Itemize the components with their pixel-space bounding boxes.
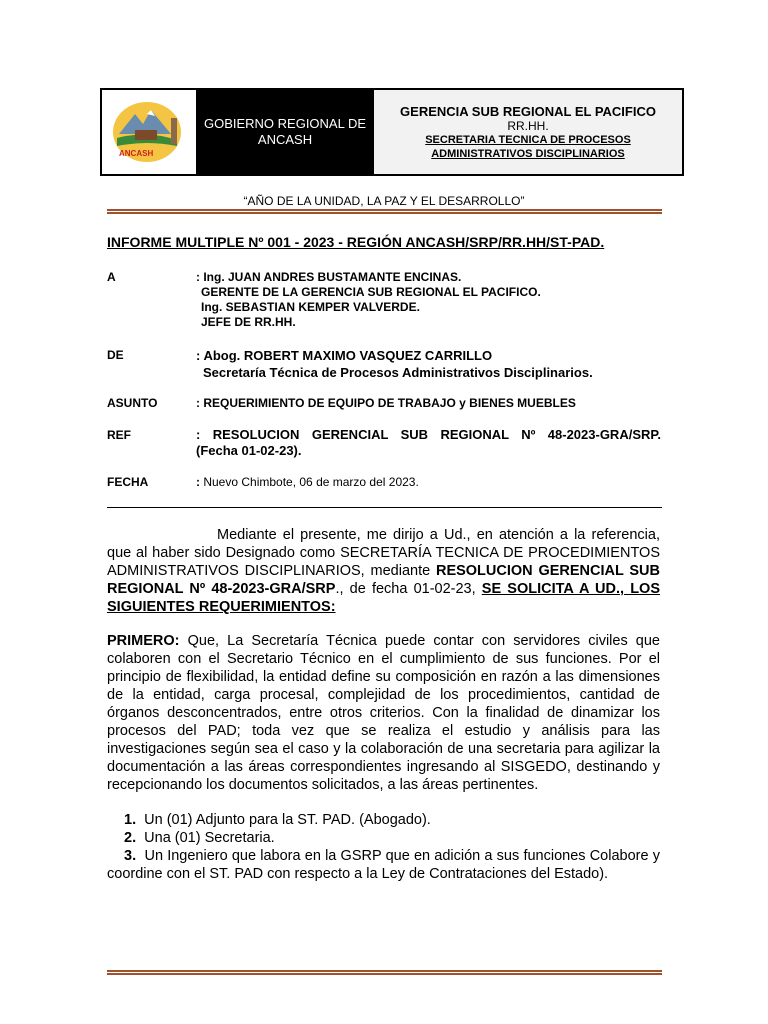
de-line1: : Abog. ROBERT MAXIMO VASQUEZ CARRILLO [196,348,493,363]
bottom-divider [107,970,662,975]
gov-name: GOBIERNO REGIONAL DE ANCASH [203,116,367,147]
intro-request: SE SOLICITA A UD., LOS SIGUIENTES REQUERIMIENTOS: [107,581,661,615]
intro-resolution: RESOLUCION GERENCIAL SUB REGIONAL Nº 48-2023-GRA/SRP [107,563,660,597]
secretaria-line1: SECRETARIA TECNICA DE PROCESOS [425,133,631,146]
a-line2: GERENTE DE LA GERENCIA SUB REGIONAL EL PACIFICO. [201,285,541,299]
intro-paragraph [107,526,660,616]
list-num: 1. [124,812,137,828]
document-title: INFORME MULTIPLE Nº 001 - 2023 - REGIÓN ANCASH/SRP/RR.HH/ST-PAD. [107,234,605,250]
de-sender [196,347,593,381]
ref-label: REF [107,428,131,442]
list-num: 3. [124,848,137,864]
list-num: 2. [124,830,137,846]
gerencia-title: GERENCIA SUB REGIONAL EL PACIFICO [400,103,656,119]
fecha-label: FECHA [107,475,149,489]
primero-label: PRIMERO: [107,633,180,649]
intro-text2: ., de fecha 01-02-23, [335,581,482,597]
logo-cell [102,90,196,174]
intro-text1: Mediante el presente, me dirijo a Ud., en atención a la referencia, que al haber sido Designado como SECRETARÍA TECNICA DE PROCEDIMIENTOS ADMINISTRATIVOS DISCIPLINARIOS, mediante [107,527,660,579]
meta-separator [107,507,662,508]
de-label: DE [107,348,124,362]
asunto-value: : REQUERIMIENTO DE EQUIPO DE TRABAJO y BIENES MUEBLES [196,396,576,410]
list-text: Un (01) Adjunto para la ST. PAD. (Abogado). [144,812,431,828]
a-line3: Ing. SEBASTIAN KEMPER VALVERDE. [201,300,420,314]
primero-text: Que, La Secretaría Técnica puede contar con servidores civiles que colaboren con el Secretario Técnico en el cumplimiento de sus funciones. Por el principio de flexibilidad, la entidad define su composición en razón a las dimensiones de la entidad, carga procesal, complejidad de los procedimientos, cantidad de órganos desconcentrados, entre otros criterios. Con la finalidad de dinamizar los procesos del PAD; toda vez que se realiza el estudio y análisis para las investigaciones según sea el caso y la colaboración de una secretaria para agilizar la documentación a las áreas correspondientes ingresando al SISGEDO, destinando y recepcionando los documentos solicitados, a las áreas pertinentes. [107,633,660,793]
list-item [107,847,660,883]
list-item [124,829,275,847]
logo-text: ANCASH [119,149,154,158]
year-motto: “AÑO DE LA UNIDAD, LA PAZ Y EL DESARROLLO” [243,194,525,208]
primero-paragraph [107,632,660,794]
ref-line1: : RESOLUCION GERENCIAL SUB REGIONAL Nº 48-2023-GRA/SRP. [196,427,661,442]
gov-name-cell [196,90,374,174]
fecha-colon: : [196,475,200,489]
de-line2: Secretaría Técnica de Procesos Administrativos Disciplinarios. [203,365,593,380]
list-text: Un Ingeniero que labora en la GSRP que en adición a sus funciones Colabore y coordine con el ST. PAD con respecto a la Ley de Contrataciones del Estado). [107,848,660,882]
a-recipients [196,270,541,330]
list-item [124,811,431,829]
ancash-logo [111,100,187,164]
asunto-label: ASUNTO [107,396,158,410]
top-divider [107,209,662,214]
gerencia-cell [374,90,682,174]
secretaria-line2: ADMINISTRATIVOS DISCIPLINARIOS [431,147,625,160]
letterhead [100,88,684,176]
fecha-text: Nuevo Chimbote, 06 de marzo del 2023. [200,475,419,489]
fecha-value [196,475,419,490]
ref-value [196,427,661,459]
a-label: A [107,270,116,284]
ref-line2: (Fecha 01-02-23). [196,443,302,458]
a-line4: JEFE DE RR.HH. [201,315,296,329]
a-line1: : Ing. JUAN ANDRES BUSTAMANTE ENCINAS. [196,270,462,284]
rrhh-label: RR.HH. [507,118,549,133]
list-text: Una (01) Secretaria. [144,830,275,846]
